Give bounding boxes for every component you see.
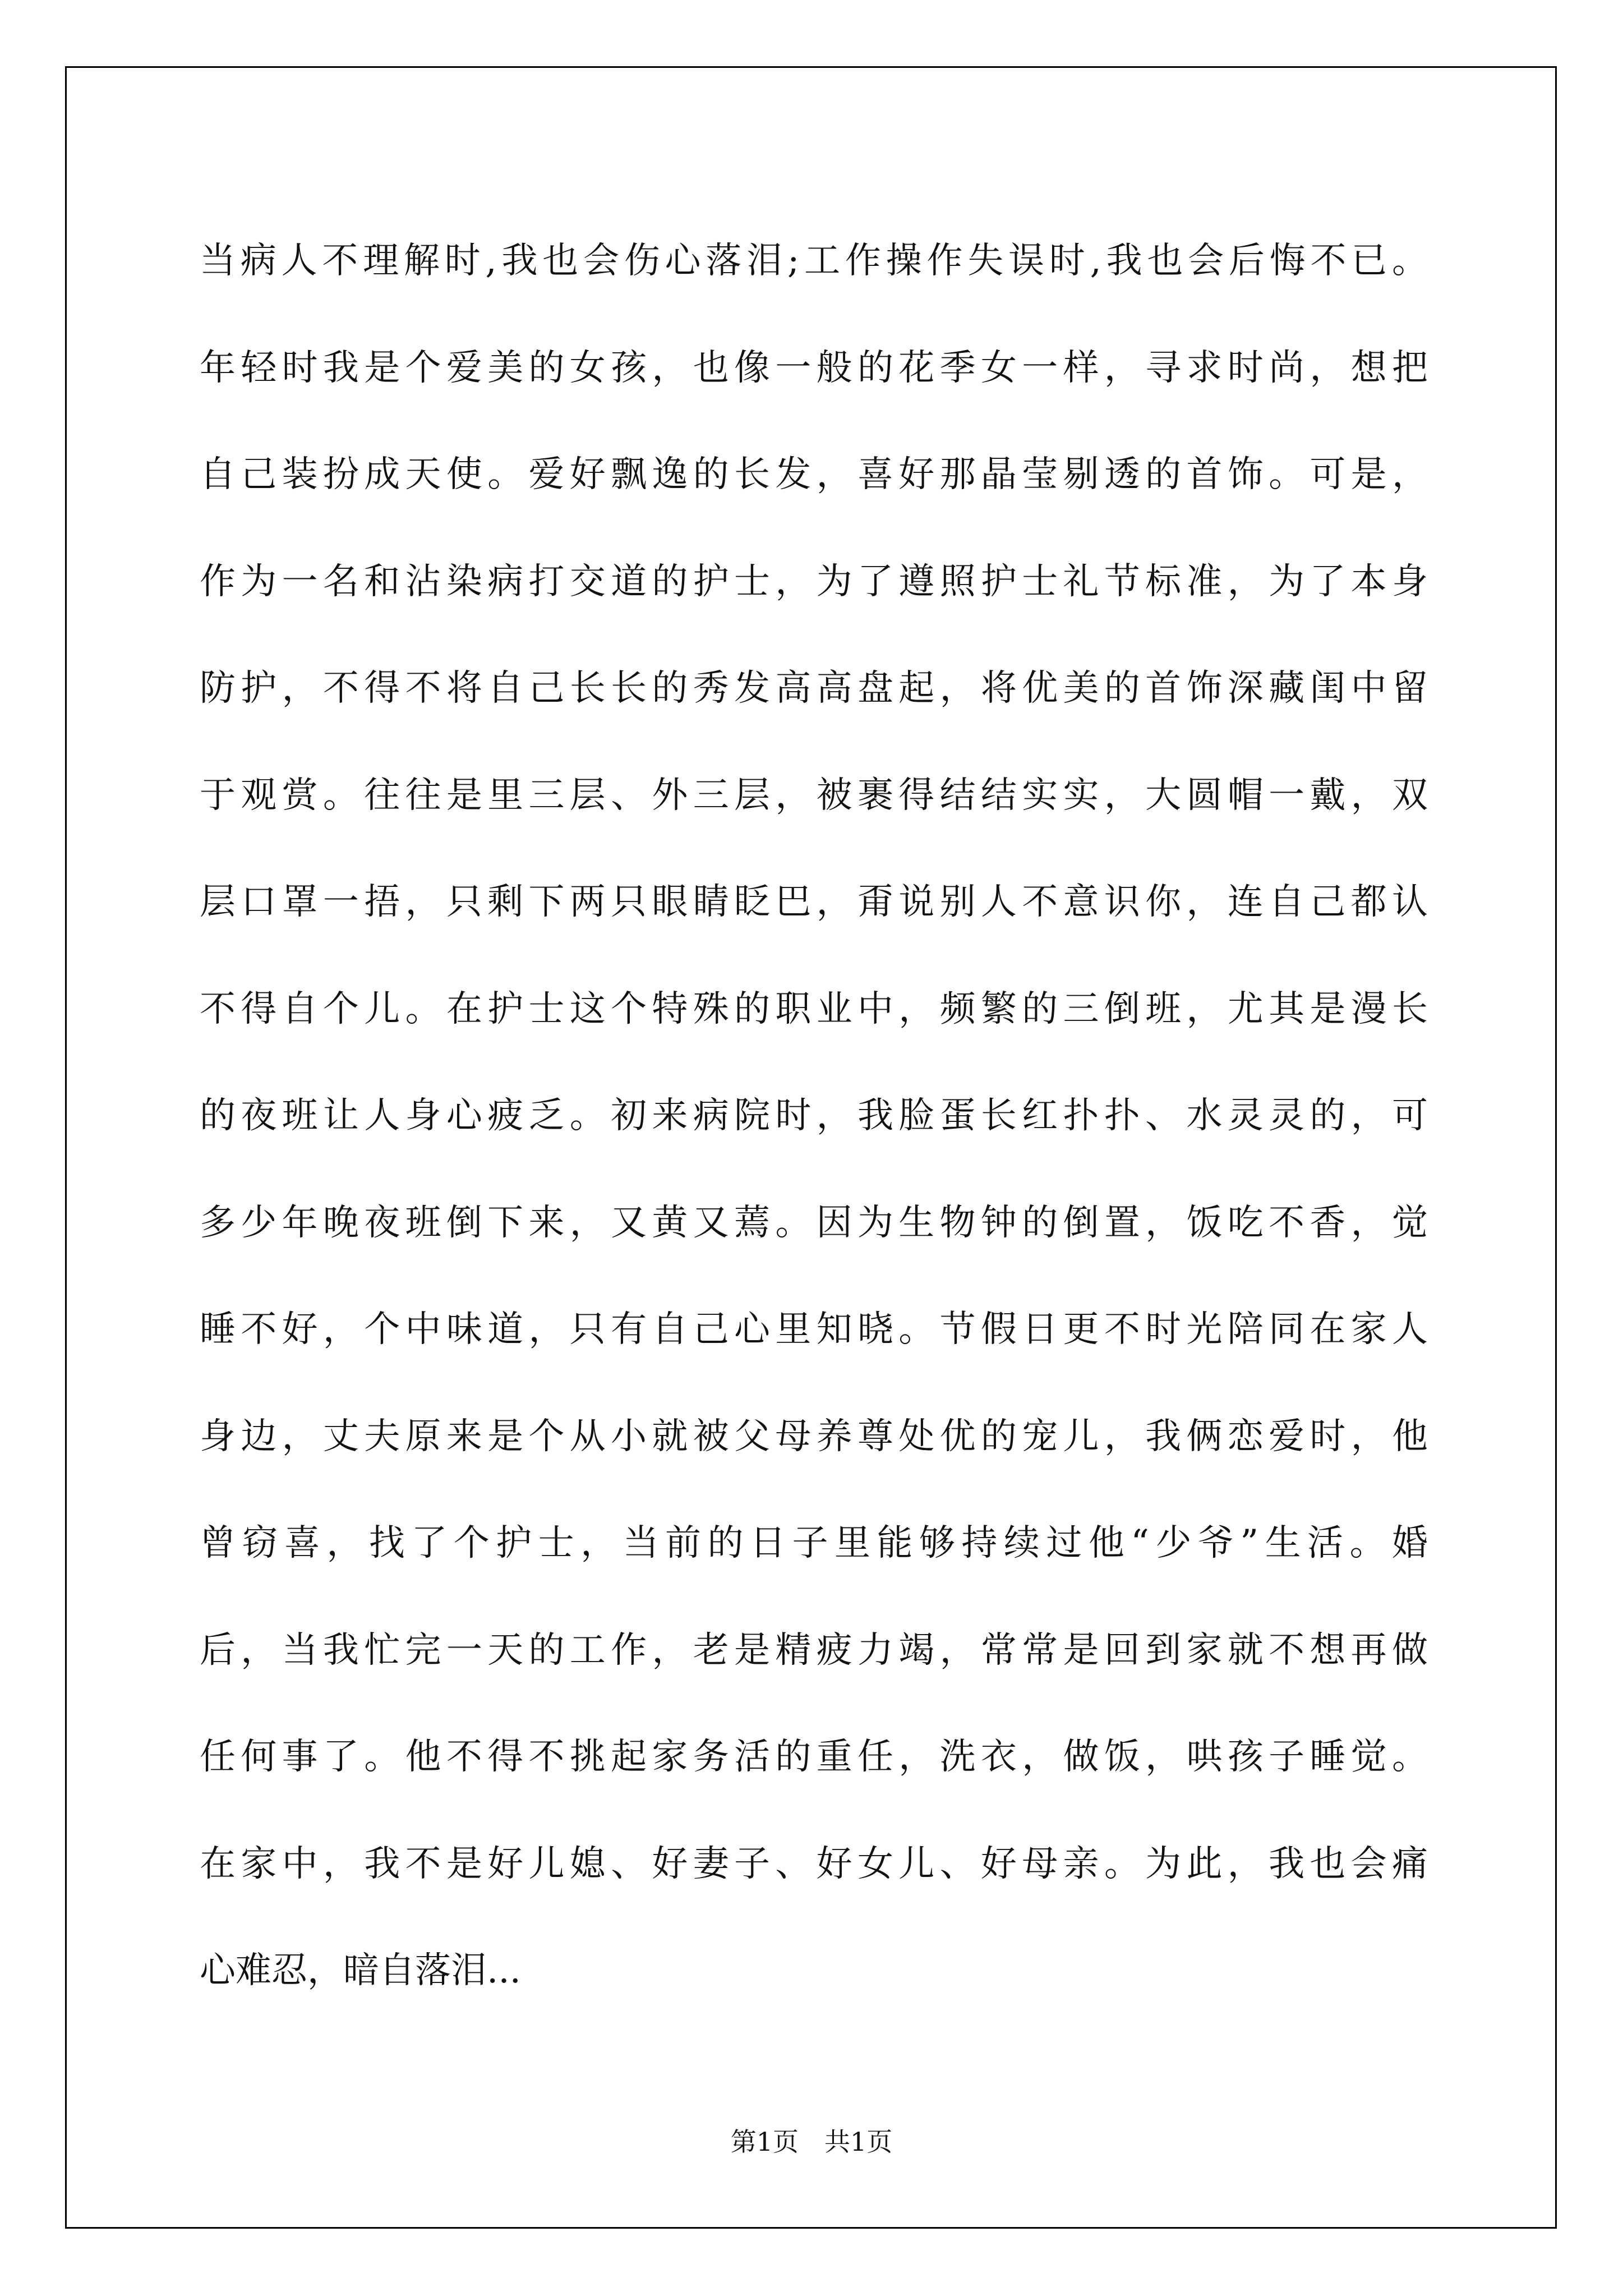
text-line: 作为一名和沾染病打交道的护士，为了遵照护士礼节标准，为了本身 <box>200 560 1428 602</box>
text-line: 层口罩一捂，只剩下两只眼睛眨巴，甭说别人不意识你，连自己都认 <box>200 881 1428 923</box>
text-line: 于观赏。往往是里三层、外三层，被裹得结结实实，大圆帽一戴，双 <box>200 774 1428 816</box>
text-line: 心难忍，暗自落泪... <box>200 1950 522 1991</box>
text-line: 在家中，我不是好儿媳、好妻子、好女儿、好母亲。为此，我也会痛 <box>200 1843 1428 1885</box>
text-line: 多少年晚夜班倒下来，又黄又蔫。因为生物钟的倒置，饭吃不香，觉 <box>200 1202 1428 1244</box>
text-line: 后，当我忙完一天的工作，老是精疲力竭，常常是回到家就不想再做 <box>200 1629 1428 1671</box>
text-line: 曾窃喜，找了个护士，当前的日子里能够持续过他“少爷”生活。婚 <box>200 1522 1428 1564</box>
text-line: 防护，不得不将自己长长的秀发高高盘起，将优美的首饰深藏闺中留 <box>200 668 1428 709</box>
text-line: 不得自个儿。在护士这个特殊的职业中，频繁的三倒班，尤其是漫长 <box>200 988 1428 1030</box>
page-footer: 第1页 共1页 <box>730 2127 893 2157</box>
text-line: 当病人不理解时,我也会伤心落泪;工作操作失误时,我也会后悔不已。 <box>200 240 1428 282</box>
text-line: 身边，丈夫原来是个从小就被父母养尊处优的宠儿，我俩恋爱时，他 <box>200 1415 1428 1457</box>
text-line: 的夜班让人身心疲乏。初来病院时，我脸蛋长红扑扑、水灵灵的，可 <box>200 1095 1428 1137</box>
text-line: 任何事了。他不得不挑起家务活的重任，洗衣，做饭，哄孩子睡觉。 <box>200 1736 1428 1778</box>
text-line: 自己装扮成天使。爱好飘逸的长发，喜好那晶莹剔透的首饰。可是， <box>200 454 1428 495</box>
text-line: 年轻时我是个爱美的女孩，也像一般的花季女一样，寻求时尚，想把 <box>200 347 1428 389</box>
text-line: 睡不好，个中味道，只有自己心里知晓。节假日更不时光陪同在家人 <box>200 1309 1428 1350</box>
body-text <box>200 208 1428 2024</box>
